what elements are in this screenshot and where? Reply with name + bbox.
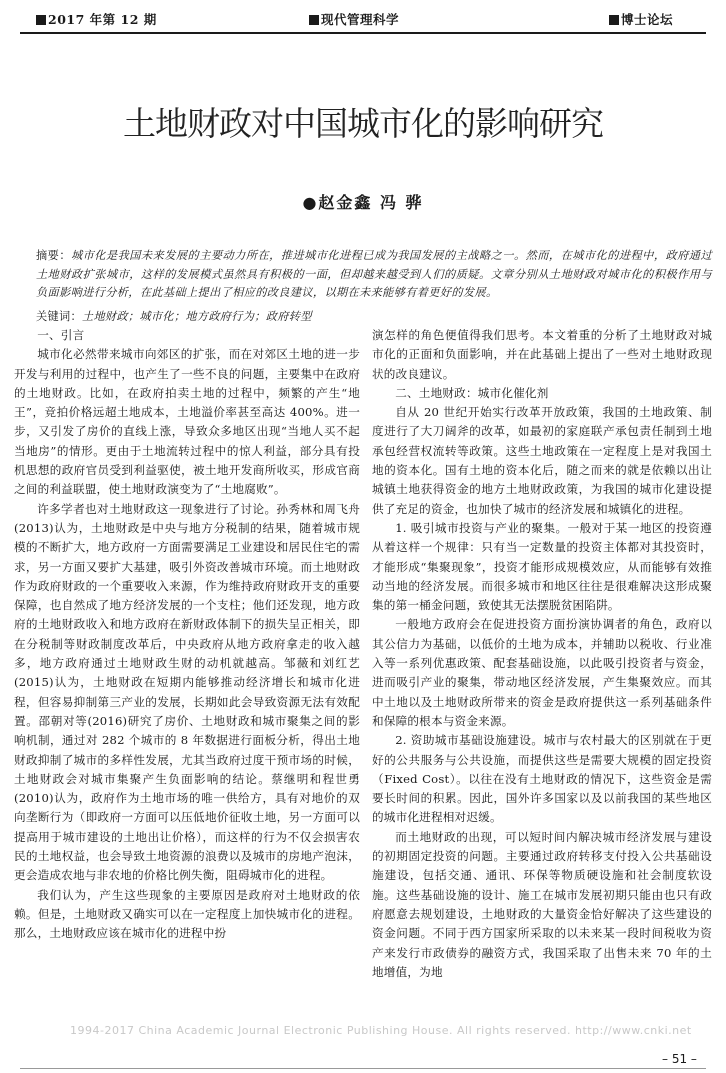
abstract [36,247,712,303]
journal-label: 现代管理科学 [309,10,399,28]
paragraph: 城市化必然带来城市向郊区的扩张，而在对郊区土地的进一步开发与利用的过程中，也产生了一些不良的问题，主要集中在政府的土地财政。比如，在政府拍卖土地的过程中，频繁的产生“地王”，竞拍价格远超土地成本，土地溢价率甚至高达 400%。进一步，又引发了房价的直线上涨，导致众多地区出现“当地人买不起当地房”的情形。更由于土地流转过程中的惊人利益，部分具有投机思想的政府官员受到利益驱使，被土地开发商所收买，形成官商之间的利益联盟，使土地财政演变为了“土地腐败”。 [14,347,360,497]
abstract-label: 摘要： [36,249,71,262]
square-bullet-icon [609,15,619,25]
header-divider [20,32,706,34]
footer-divider [20,1068,706,1069]
paragraph: 我们认为，产生这些现象的主要原因是政府对土地财政的依赖。但是，土地财政又确实可以在一定程度上加快城市化的进程。那么，土地财政应该在城市化的进程中扮 [14,887,360,941]
keywords [36,308,366,324]
left-column [14,326,360,944]
article-authors: ●赵金鑫 冯 骅 [302,193,424,212]
article-title: 土地财政对中国城市化的影响研究 [123,104,603,143]
cnki-watermark: 1994-2017 China Academic Journal Electronic Publishing House. All rights reserved. http://www.cnki.net [70,1024,692,1037]
keywords-text: 土地财政；城市化；地方政府行为；政府转型 [81,310,312,323]
paragraph: 2. 资助城市基础设施建设。城市与农村最大的区别就在于更好的公共服务与公共设施，而提供这些是需要大规模的固定投资（Fixed Cost）。以往在没有土地财政的情况下，这些资金是需要长时间的积累。因此，国外许多国家以及以前我国的某些地区的城市化进程相对迟缓。 [372,733,712,825]
square-bullet-icon [309,15,319,25]
right-column [372,326,712,982]
section-heading-intro: 一、引言 [37,328,85,342]
keywords-label: 关键词： [36,310,82,323]
paragraph: 而土地财政的出现，可以短时间内解决城市经济发展与建设的初期固定投资的问题。主要通过政府转移支付投入公共基础设施建设，包括交通、通讯、环保等物质硬设施和社会制度软设施。这些基础设施的设计、施工在城市发展初期只能由也只有政府愿意去规划建设，土地财政的大量资金恰好解决了这些建设的资金问题。不同于西方国家所采取的以未来某一段时间税收为资产来发行市政债券的融资方式，我国采取了出售未来 70 年的土地增值，为地 [372,829,712,979]
paragraph: 一般地方政府会在促进投资方面扮演协调者的角色，政府以其公信力为基础，以低价的土地为成本，并辅助以税收、行业准入等一系列优惠政策、配套基础设施，以此吸引投资者与资金，进而吸引产业的聚集，带动地区经济发展，产生集聚效应。而其中土地以及土地财政所带来的资金是政府提供这一系列基础条件和保障的根本与资金来源。 [372,617,712,728]
paragraph: 1. 吸引城市投资与产业的聚集。一般对于某一地区的投资遵从着这样一个规律：只有当一定数量的投资主体都对其投资时，才能形成“集聚现象”，投资才能形成规模效应，从而能够有效推动当地的经济发展。而很多城市和地区往往是很难解决这形成聚集的第一桶金问题，致使其无法摆脱贫困陷阱。 [372,520,712,613]
paragraph: 自从 20 世纪开始实行改革开放政策，我国的土地政策、制度进行了大刀阔斧的改革，如最初的家庭联产承包责任制到土地承包经营权流转等政策。这些土地政策在一定程度上是对我国土地的资本化。国有土地的资本化后，随之而来的就是依赖以出让城镇土地获得资金的地方土地财政政策，为我国的城市化建设提供了充足的资金，也加快了城市的经济发展和城镇化的进程。 [372,405,712,516]
paragraph: 许多学者也对土地财政这一现象进行了讨论。孙秀林和周飞舟(2013)认为，土地财政是中央与地方分税制的结果，随着城市规模的不断扩大，地方政府一方面需要满足工业建设和居民住宅的需求，另一方面又要扩大基建，吸引外资改善城市环境。而土地财政作为政府财政的一个重要收入来源，作为维持政府财政开支的重要保障，也自然成了地方经济发展的一个支柱；他们还发现，地方政府的土地财政收入和地方政府在新财政体制下的损失呈正相关，即在分税制等财政制度改革后，中央政府从地方政府拿走的收入越多，地方政府通过土地财政生财的动机就越高。邹薇和刘红艺(2015)认为，土地财政在短期内能够推动经济增长和城市化进程，但容易抑制第三产业的发展，长期如此会导致资源无法有效配置。邵朝对等(2016)研究了房价、土地财政和城市聚集之间的影响机制，通过对 282 个城市的 8 年数据进行面板分析，得出土地财政抑制了城市的多样性发展，尤其当政府过度干预市场的时候，土地财政会对城市集聚产生负面影响的结论。蔡继明和程世勇(2010)认为，政府作为土地市场的唯一供给方，具有对地价的双向垄断行为（即政府一方面可以压低地价征收土地，另一方面可以提高用于城市建设的土地出让价格），而这样的行为不仅会损害农民的土地权益，也会导致土地资源的浪费以及城市的房地产泡沫，更会造成农地与非农地的价格比例失衡，阻碍城市化的进程。 [14,501,360,883]
section-label: 博士论坛 [609,10,673,28]
issue-label: 2017 年第 12 期 [36,10,157,28]
square-bullet-icon [36,15,46,25]
abstract-text: 城市化是我国未来发展的主要动力所在，推进城市化进程已成为我国发展的主战略之一。然而，在城市化的进程中，政府通过土地财政扩张城市，这样的发展模式虽然具有积极的一面，但却越来越受到人们的质疑。文章分别从土地财政对城市化的积极作用与负面影响进行分析，在此基础上提出了相应的改良建议，以期在未来能够有着更好的发展。 [36,249,712,299]
section-heading-catalyst: 二、土地财政：城市化催化剂 [395,385,549,400]
paragraph: 演怎样的角色便值得我们思考。本文着重的分析了土地财政对城市化的正面和负面影响，并在此基础上提出了一些对土地财政现状的改良建议。 [372,328,712,381]
page-number: – 51 – [662,1052,697,1066]
